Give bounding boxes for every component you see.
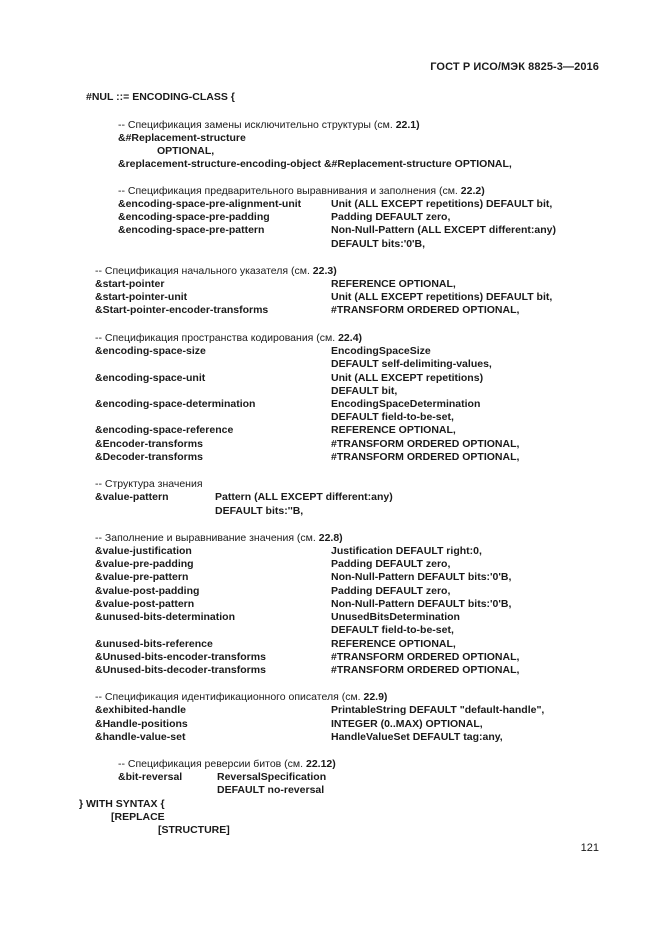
comment-bit-reversal: -- Спецификация реверсии битов (см. 22.12) (118, 758, 336, 770)
field-type: #TRANSFORM ORDERED OPTIONAL, (331, 451, 520, 463)
field-type: EncodingSpaceDetermination (331, 398, 481, 410)
comment-encoding-space: -- Спецификация пространства кодирования (см. 22.4) (95, 332, 363, 344)
field-name: &exhibited-handle (95, 704, 187, 716)
comment-value-structure: -- Структура значения (95, 478, 203, 490)
field-type-continuation: DEFAULT bits:'0'B, (331, 238, 426, 250)
field-type: #TRANSFORM ORDERED OPTIONAL, (331, 651, 520, 663)
field-name: &encoding-space-pre-alignment-unit (118, 198, 302, 210)
field-type: UnusedBitsDetermination (331, 611, 460, 623)
field-type: REFERENCE OPTIONAL, (331, 278, 456, 290)
field-name: &unused-bits-determination (95, 611, 236, 623)
field-type: Padding DEFAULT zero, (331, 585, 451, 597)
field-name: &encoding-space-size (95, 345, 206, 357)
field-type: EncodingSpaceSize (331, 345, 431, 357)
field-name: &encoding-space-pre-pattern (118, 224, 265, 236)
field-name: &value-justification (95, 545, 192, 557)
field-name: &value-post-pattern (95, 598, 195, 610)
field-name: &Start-pointer-encoder-transforms (95, 304, 269, 316)
field-type: Unit (ALL EXCEPT repetitions) (331, 372, 484, 384)
field-name: &bit-reversal (118, 771, 183, 783)
field-name: &Unused-bits-encoder-transforms (95, 651, 266, 663)
field-type: #TRANSFORM ORDERED OPTIONAL, (331, 304, 520, 316)
field-type: Non-Null-Pattern DEFAULT bits:'0'B, (331, 598, 512, 610)
comment-replacement: -- Спецификация замены исключительно структуры (см. 22.1) (118, 119, 420, 131)
field-name: &start-pointer (95, 278, 165, 290)
field-name: &handle-value-set (95, 731, 186, 743)
field-replacement-structure: &#Replacement-structure (118, 132, 246, 144)
field-type: #TRANSFORM ORDERED OPTIONAL, (331, 438, 520, 450)
field-name: &Encoder-transforms (95, 438, 203, 450)
field-type-continuation: DEFAULT bit, (331, 385, 398, 397)
page-number: 121 (580, 842, 599, 854)
field-type: INTEGER (0..MAX) OPTIONAL, (331, 718, 483, 730)
page-header: ГОСТ Р ИСО/МЭК 8825-3—2016 (430, 61, 599, 73)
field-type: Non-Null-Pattern (ALL EXCEPT different:any) (331, 224, 556, 236)
field-type: Pattern (ALL EXCEPT different:any) (215, 491, 393, 503)
field-name: &Unused-bits-decoder-transforms (95, 664, 266, 676)
syntax-replace-line: [REPLACE (111, 811, 165, 823)
field-type: Padding DEFAULT zero, (331, 558, 451, 570)
field-type-continuation: DEFAULT bits:''B, (215, 505, 304, 517)
field-name: &value-pre-pattern (95, 571, 189, 583)
field-type: Unit (ALL EXCEPT repetitions) DEFAULT bit, (331, 198, 553, 210)
field-type-continuation: DEFAULT field-to-be-set, (331, 624, 454, 636)
field-type: Unit (ALL EXCEPT repetitions) DEFAULT bit, (331, 291, 553, 303)
field-name: &value-post-padding (95, 585, 200, 597)
field-type: REFERENCE OPTIONAL, (331, 638, 456, 650)
field-type: ReversalSpecification (217, 771, 327, 783)
field-name: &Decoder-transforms (95, 451, 203, 463)
field-replacement-optional: OPTIONAL, (157, 145, 215, 157)
field-type-continuation: DEFAULT self-delimiting-values, (331, 358, 492, 370)
with-syntax-line: } WITH SYNTAX { (79, 798, 165, 810)
field-name: &start-pointer-unit (95, 291, 188, 303)
field-name: &value-pattern (95, 491, 169, 503)
field-name: &encoding-space-determination (95, 398, 256, 410)
syntax-structure-line: [STRUCTURE] (158, 824, 230, 836)
field-name: &unused-bits-reference (95, 638, 213, 650)
field-type: Padding DEFAULT zero, (331, 211, 451, 223)
field-type-continuation: DEFAULT field-to-be-set, (331, 411, 454, 423)
field-name: &value-pre-padding (95, 558, 194, 570)
comment-identification-handle: -- Спецификация идентификационного описателя (см. 22.9) (95, 691, 388, 703)
comment-pre-alignment: -- Спецификация предварительного выравнивания и заполнения (см. 22.2) (118, 185, 485, 197)
field-type-continuation: DEFAULT no-reversal (217, 784, 325, 796)
field-name: &encoding-space-reference (95, 424, 234, 436)
code-open-line: #NUL ::= ENCODING-CLASS { (86, 91, 235, 103)
field-name: &encoding-space-unit (95, 372, 206, 384)
field-type: Justification DEFAULT right:0, (331, 545, 482, 557)
field-replacement-encoding-object: &replacement-structure-encoding-object &#Replacement-structure OPTIONAL, (118, 158, 512, 170)
comment-start-pointer: -- Спецификация начального указателя (см. 22.3) (95, 265, 337, 277)
field-type: #TRANSFORM ORDERED OPTIONAL, (331, 664, 520, 676)
field-name: &encoding-space-pre-padding (118, 211, 270, 223)
field-type: PrintableString DEFAULT "default-handle", (331, 704, 545, 716)
field-type: HandleValueSet DEFAULT tag:any, (331, 731, 503, 743)
field-type: REFERENCE OPTIONAL, (331, 424, 456, 436)
field-name: &Handle-positions (95, 718, 188, 730)
field-type: Non-Null-Pattern DEFAULT bits:'0'B, (331, 571, 512, 583)
comment-value-padding: -- Заполнение и выравнивание значения (см. 22.8) (95, 532, 343, 544)
